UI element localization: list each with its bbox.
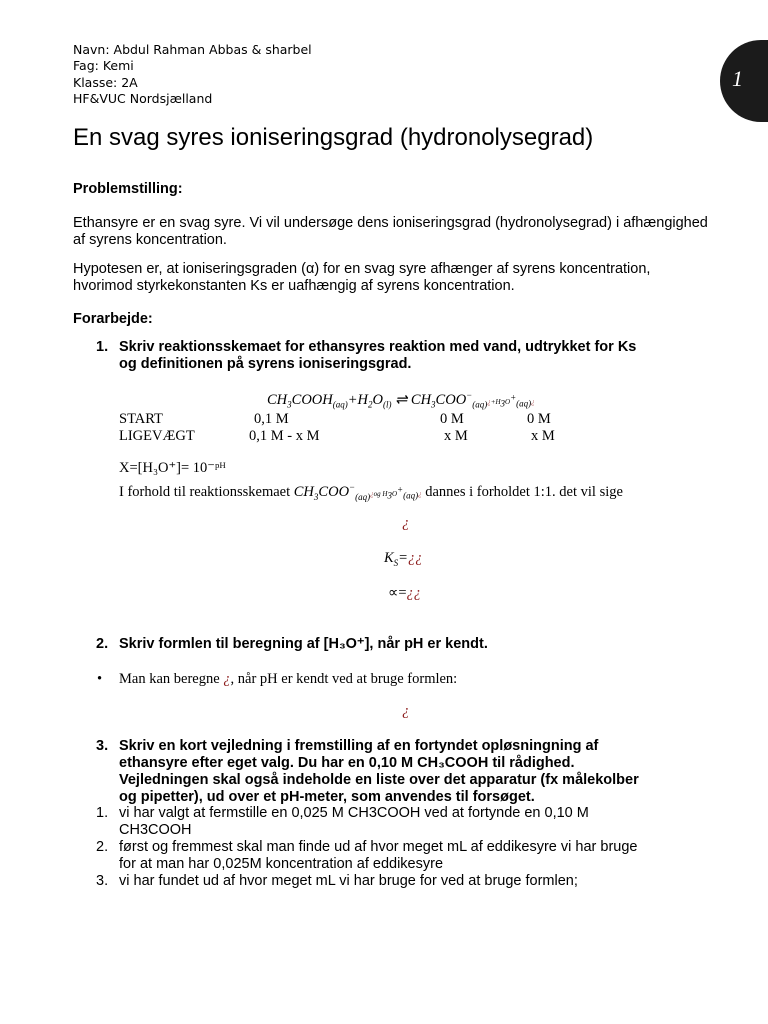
question-2-number: 2.	[96, 636, 109, 652]
equilibrium-product-2-conc: x M	[531, 428, 555, 444]
step-2-line-2: for at man har 0,025M koncentration af eddikesyre	[119, 856, 444, 872]
school-line: HF&VUC Nordsjælland	[73, 91, 213, 106]
step-1-line-2: CH3COOH	[119, 822, 192, 838]
author-line: Navn: Abdul Rahman Abbas & sharbel	[73, 42, 312, 57]
subject-line: Fag: Kemi	[73, 58, 134, 73]
equilibrium-product-1-conc: x M	[444, 428, 468, 444]
start-label: START	[119, 411, 163, 427]
bullet-icon: •	[97, 671, 103, 687]
page-number-badge	[720, 40, 768, 122]
alpha-broken-rhs: ¿¿	[406, 585, 422, 601]
relation-formula: $CH_3COO^-_{(aq)}¿og$ $H_3O^+_{(aq)}¿$	[293, 482, 422, 502]
start-product-1-conc: 0 M	[440, 411, 464, 427]
class-line: Klasse: 2A	[73, 75, 138, 90]
document-title: En svag syres ioniseringsgrad (hydronolysegrad)	[73, 124, 594, 151]
step-2-line-1: først og fremmest skal man finde ud af hvor meget mL af eddikesyre vi har bruge	[119, 839, 638, 855]
x-definition: X=[H₃O⁺]= 10⁻ᵖᴴ	[119, 460, 226, 476]
question-3-line-4: og pipetter), ud over et pH-meter, som anvendes til forsøget.	[119, 789, 535, 805]
reaction-equation: $CH_3COOH_{(aq)}+H_2O_{(l)}$ ⇌ $CH_3COO^-_{(aq)}¿+H_3O^+_{(aq)}¿$	[267, 390, 535, 410]
question-3-line-2: ethansyre efter eget valg. Du har en 0,10 M CH₃COOH til rådighed.	[119, 755, 575, 771]
answer-suffix: , når pH er kendt ved at bruge formlen:	[230, 671, 458, 687]
step-2-number: 2.	[96, 839, 109, 855]
question-1-line-1: Skriv reaktionsskemaet for ethansyres reaktion med vand, udtrykket for Ks	[119, 339, 637, 355]
problem-heading: Problemstilling:	[73, 181, 183, 197]
alpha-lhs: ∝=	[388, 585, 407, 601]
relation-prefix: I forhold til reaktionsskemaet	[119, 483, 291, 500]
question-3-line-3: Vejledningen skal også indeholde en liste over det apparatur (fx målekolber	[119, 772, 639, 788]
relation-line	[119, 482, 623, 502]
question-1-line-2: og definitionen på syrens ioniseringsgrad.	[119, 356, 412, 372]
question-2-answer	[119, 671, 457, 688]
step-3-line-1: vi har fundet ud af hvor meget mL vi har bruge for ved at bruge formlen;	[119, 873, 578, 889]
start-product-2-conc: 0 M	[527, 411, 551, 427]
problem-paragraph-1: Ethansyre er en svag syre. Vi vil undersøge dens ioniseringsgrad (hydronolysegrad) i afhængighed af syrens koncentration.	[73, 215, 708, 248]
answer-broken-glyph: ¿	[223, 671, 231, 687]
question-1-number: 1.	[96, 339, 109, 355]
start-acid-conc: 0,1 M	[254, 411, 289, 427]
broken-formula-glyph-1: ¿	[402, 515, 410, 531]
answer-prefix: Man kan beregne	[119, 671, 220, 687]
step-3-number: 3.	[96, 873, 109, 889]
prework-heading: Forarbejde:	[73, 311, 153, 327]
question-3-line-1: Skriv en kort vejledning i fremstilling af en fortyndet opløsningning af	[119, 738, 599, 754]
step-1-line-1: vi har valgt at fermstille en 0,025 M CH3COOH ved at fortynde en 0,10 M	[119, 805, 589, 821]
relation-suffix: dannes i forholdet 1:1. det vil sige	[425, 483, 623, 500]
broken-formula-glyph-2: ¿	[402, 703, 410, 719]
ks-label: K	[384, 550, 394, 566]
ks-broken-rhs: ¿¿	[407, 550, 423, 566]
equilibrium-acid-conc: 0,1 M - x M	[249, 428, 320, 444]
hypothesis-paragraph: Hypotesen er, at ioniseringsgraden (α) for en svag syre afhænger af syrens koncentration, hvorimod styrkekonstanten Ks er uafhængig af syrens koncentration.	[73, 261, 651, 294]
question-2-text: Skriv formlen til beregning af [H₃O⁺], når pH er kendt.	[119, 636, 488, 652]
page-number: 1	[732, 66, 743, 91]
ks-expression: $K_S=¿¿$	[384, 550, 423, 568]
question-3-number: 3.	[96, 738, 109, 754]
step-1-number: 1.	[96, 805, 109, 821]
equilibrium-label: LIGEVÆGT	[119, 428, 195, 444]
alpha-expression	[388, 585, 421, 602]
